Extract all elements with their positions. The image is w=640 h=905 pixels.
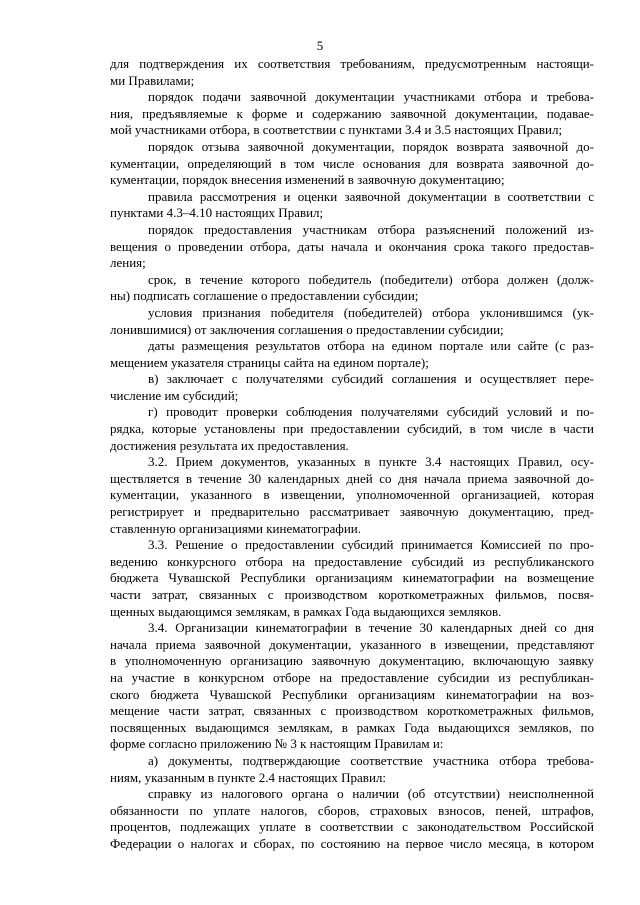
text-line: на участие в конкурсном отборе на предоставление субсидии из республикан- bbox=[110, 669, 594, 685]
text-line: посвященных выдающимся землякам, в рамках Года выдающихся земляков, по bbox=[110, 719, 594, 735]
text-line: ниям, указанным в пункте 2.4 настоящих Правил: bbox=[110, 769, 386, 785]
text-line: условия признания победителя (победителей) отбора уклонившимся (ук- bbox=[148, 304, 594, 320]
text-line: в уполномоченную организацию заявочную документацию, включающую заявку bbox=[110, 653, 594, 669]
text-line: бюджета Чувашской Республики организациям кинематографии на возмещение bbox=[110, 570, 594, 586]
text-line: ны) подписать соглашение о предоставлении субсидии; bbox=[110, 288, 419, 304]
text-line: а) документы, подтверждающие соответствие участника отбора требова- bbox=[148, 752, 594, 768]
text-line: справку из налогового органа о наличии (об отсутствии) неисполненной bbox=[148, 786, 594, 802]
text-line: мещением указателя страницы сайта на едином портале); bbox=[110, 354, 429, 370]
text-line: достижения результата их предоставления. bbox=[110, 437, 349, 453]
text-line: ния, предъявляемые к форме и содержанию заявочной документации, подавае- bbox=[110, 105, 594, 121]
text-line: в) заключает с получателями субсидий соглашения и осуществляет пере- bbox=[148, 371, 594, 387]
text-line: Федерации о налогах и сборах, по состоянию на первое число месяца, в котором bbox=[110, 835, 594, 851]
document-body bbox=[110, 56, 594, 853]
page-number: 5 bbox=[316, 38, 324, 53]
text-line: ми Правилами; bbox=[110, 72, 195, 88]
text-line: ского бюджета Чувашской Республики организациям кинематографии на воз- bbox=[110, 686, 594, 702]
text-line: г) проводит проверки соблюдения получателями субсидий условий и по- bbox=[148, 404, 594, 420]
text-line: 3.2. Прием документов, указанных в пункте 3.4 настоящих Правил, осу- bbox=[148, 454, 594, 470]
text-line: рядка, которые установлены при предоставлении субсидий, в том числе в части bbox=[110, 421, 594, 437]
text-line: начала приема заявочной документации, указанного в извещении, представляют bbox=[110, 636, 594, 652]
text-line: пунктами 4.3–4.10 настоящих Правил; bbox=[110, 205, 324, 221]
text-line: лонившимися) от заключения соглашения о предоставлении субсидии; bbox=[110, 321, 504, 337]
text-line: 3.4. Организации кинематографии в течение 30 календарных дней со дня bbox=[148, 620, 594, 636]
text-line: ведению конкурсного отбора на предоставление субсидий из республиканского bbox=[110, 553, 594, 569]
text-line: части затрат, связанных с производством короткометражных фильмов, посвя- bbox=[110, 587, 594, 602]
text-line: порядок отзыва заявочной документации, порядок возврата заявочной до- bbox=[148, 138, 594, 154]
text-line: правила рассмотрения и оценки заявочной документации в соответствии с bbox=[148, 188, 594, 204]
text-line: обязанности по уплате налогов, сборов, страховых взносов, пеней, штрафов, bbox=[110, 802, 594, 818]
text-line: ления; bbox=[110, 255, 146, 271]
text-line: форме согласно приложению № 3 к настоящим Правилам и: bbox=[110, 736, 444, 752]
text-line: порядок предоставления участникам отбора разъяснений положений из- bbox=[148, 221, 594, 237]
text-line: регистрирует и предварительно рассматривает заявочную документацию, пред- bbox=[110, 504, 594, 520]
text-line: мой участниками отбора, в соответствии с пунктами 3.4 и 3.5 настоящих Правил; bbox=[110, 122, 563, 138]
text-line: 3.3. Решение о предоставлении субсидий принимается Комиссией по про- bbox=[148, 537, 594, 553]
text-line: для подтверждения их соответствия требованиям, предусмотренным настоящи- bbox=[110, 56, 594, 71]
text-line: ществляется в течение 30 календарных дней со дня начала приема заявочной до- bbox=[110, 470, 594, 486]
text-line: процентов, подлежащих уплате в соответствии с законодательством Российской bbox=[110, 819, 594, 835]
text-line: кументации, порядок внесения изменений в заявочную документацию; bbox=[110, 172, 505, 188]
text-line: порядок подачи заявочной документации участниками отбора и требова- bbox=[148, 89, 594, 105]
text-line: ставленную организациями кинематографии. bbox=[110, 520, 361, 536]
text-line: кументации, указанного в извещении, уполномоченной организацией, которая bbox=[110, 487, 594, 503]
text-line: срок, в течение которого победитель (победители) отбора должен (долж- bbox=[148, 271, 594, 287]
text-line: кументации, определяющий в том числе основания для возврата заявочной до- bbox=[110, 155, 594, 171]
text-line: вещения о проведении отбора, даты начала и окончания срока такого предостав- bbox=[110, 238, 594, 254]
text-line: даты размещения результатов отбора на едином портале или сайте (с раз- bbox=[148, 338, 594, 354]
text-line: числение им субсидий; bbox=[110, 387, 239, 403]
text-line: мещение части затрат, связанных с производством короткометражных фильмов, bbox=[110, 703, 594, 719]
text-line: щенных выдающимся землякам, в рамках Года выдающихся земляков. bbox=[110, 603, 502, 619]
